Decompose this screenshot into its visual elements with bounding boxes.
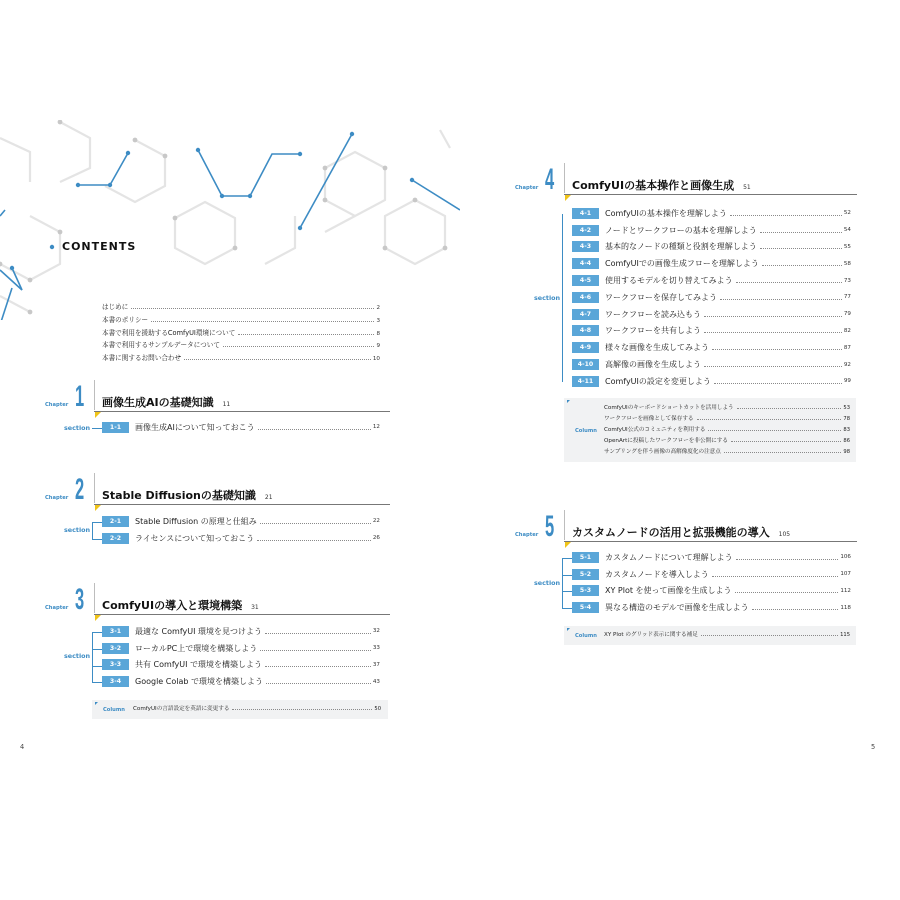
section-entry[interactable]: [102, 530, 380, 547]
intro-item-page: 2: [376, 305, 380, 311]
section-page: 87: [843, 344, 851, 351]
section-number-badge: 4-1: [572, 208, 599, 219]
chapter-4-sections: [572, 205, 851, 390]
section-entry[interactable]: [572, 549, 851, 566]
chapter-5-header: [515, 510, 857, 543]
section-tick: [92, 632, 102, 633]
column-item-title: ComfyUIのキーボードショートカットを活用しよう: [604, 405, 734, 411]
column-item-title: OpenArtに投稿したワークフローを非公開にする: [604, 437, 728, 444]
chapter-number: 4: [545, 163, 555, 196]
section-page: 37: [372, 661, 380, 668]
section-bracket: [562, 558, 563, 608]
chapter-title-text: ComfyUIの導入と環境構築: [102, 599, 243, 612]
section-tick: [562, 608, 572, 609]
section-tick: [92, 649, 102, 650]
section-number-badge: 1-1: [102, 422, 129, 433]
chapter-number: 1: [75, 380, 85, 413]
section-title: 様々な画像を生成してみよう: [605, 343, 709, 353]
section-page: 58: [843, 260, 851, 267]
intro-item[interactable]: [102, 301, 380, 314]
section-number-badge: 3-2: [102, 643, 129, 654]
section-label: section: [64, 652, 91, 660]
section-title: Stable Diffusion の原理と仕組み: [135, 516, 257, 526]
chapter-3-column-box: [92, 700, 388, 719]
chapter-label: Chapter: [45, 495, 69, 501]
section-page: 77: [843, 294, 851, 301]
intro-item[interactable]: [102, 327, 380, 340]
section-title: ComfyUIの基本操作を理解しよう: [605, 208, 727, 218]
chapter-page: 51: [743, 184, 751, 191]
chapter-title-text: 画像生成AIの基礎知識: [102, 396, 214, 409]
section-number-badge: 4-7: [572, 309, 599, 320]
column-item-page: 53: [843, 405, 850, 411]
section-entry[interactable]: [572, 272, 851, 289]
section-entry[interactable]: [572, 306, 851, 323]
section-label: section: [534, 579, 561, 587]
chapter-2-sections: [102, 513, 380, 547]
column-item-title: ComfyUIの言語設定を英語に変更する: [133, 706, 230, 712]
section-entry[interactable]: [102, 623, 380, 640]
chapter-4-header: [515, 163, 857, 196]
intro-item-page: 9: [376, 343, 380, 350]
chapter-number: 5: [545, 510, 555, 543]
chapter-page: 31: [251, 604, 259, 611]
section-number-badge: 3-4: [102, 676, 129, 687]
section-entry[interactable]: [102, 657, 380, 674]
section-page: 79: [843, 311, 851, 318]
section-title: 高解像の画像を生成しよう: [605, 360, 701, 370]
section-tick: [562, 591, 572, 592]
section-label: section: [534, 294, 561, 302]
section-title: 異なる構造のモデルで画像を生成しよう: [605, 603, 749, 613]
section-page: 107: [840, 571, 851, 578]
chapter-title[interactable]: [102, 597, 259, 613]
section-page: 82: [843, 327, 851, 334]
chapter-title[interactable]: [572, 524, 790, 540]
section-bracket: [562, 214, 563, 382]
page-number-right: 5: [871, 743, 876, 751]
section-page: 26: [372, 535, 380, 542]
section-number-badge: 4-11: [572, 376, 599, 387]
section-entry[interactable]: [572, 222, 851, 239]
section-number-badge: 5-3: [572, 585, 599, 596]
section-number-badge: 5-4: [572, 602, 599, 613]
section-title: ComfyUIでの画像生成フローを理解しよう: [605, 259, 759, 269]
section-title: 共有 ComfyUI で環境を構築しよう: [135, 660, 262, 670]
section-number-badge: 4-10: [572, 359, 599, 370]
section-title: 画像生成AIについて知っておこう: [135, 422, 255, 432]
section-entry[interactable]: [572, 323, 851, 340]
section-number-badge: 5-1: [572, 552, 599, 563]
column-item[interactable]: [604, 630, 850, 641]
intro-item-title: 本書のポリシー: [102, 315, 149, 324]
section-title: ワークフローを共有しよう: [605, 326, 701, 336]
chapter-number: 2: [75, 473, 85, 506]
section-page: 73: [843, 277, 851, 284]
chapter-title-text: ComfyUIの基本操作と画像生成: [572, 179, 735, 192]
chapter-label: Chapter: [45, 402, 69, 408]
section-entry[interactable]: [102, 673, 380, 690]
chapter-title[interactable]: [572, 177, 751, 193]
section-tick: [562, 558, 572, 559]
section-page: 92: [843, 361, 851, 368]
section-number-badge: 2-1: [102, 516, 129, 527]
intro-item[interactable]: [102, 352, 380, 365]
column-item[interactable]: [604, 436, 850, 447]
column-label: Column: [575, 428, 597, 434]
section-tick: [92, 682, 102, 683]
section-tick: [92, 522, 102, 523]
section-title: Google Colab で環境を構築しよう: [135, 677, 263, 687]
section-title: XY Plot を使って画像を生成しよう: [605, 586, 732, 596]
section-page: 112: [840, 587, 851, 594]
contents-heading: CONTENTS: [62, 240, 137, 253]
chapter-3-sections: [102, 623, 380, 690]
column-item-title: XY Plot のグリッド表示に関する補足: [604, 632, 698, 638]
section-label: section: [64, 526, 91, 534]
column-item-page: 98: [843, 448, 850, 455]
section-number-badge: 4-9: [572, 342, 599, 353]
section-bracket: [92, 632, 93, 682]
intro-item-title: 本書に関するお問い合わせ: [102, 354, 182, 363]
section-page: 12: [372, 424, 380, 431]
intro-item-page: 3: [376, 317, 380, 324]
section-title: ノードとワークフローの基本を理解しよう: [605, 225, 757, 235]
intro-item-title: 本書で利用を援助するComfyUI環境について: [102, 328, 236, 337]
section-entry[interactable]: [572, 239, 851, 256]
section-entry[interactable]: [102, 640, 380, 657]
section-tick: [92, 666, 102, 667]
column-item-page: 50: [374, 706, 381, 712]
section-page: 52: [843, 210, 851, 217]
chapter-5-column-box: [564, 626, 856, 645]
section-entry[interactable]: [572, 205, 851, 222]
section-connector: [92, 428, 102, 429]
chapter-title-text: Stable Diffusionの基礎知識: [102, 489, 256, 502]
chapter-1-sections: [102, 419, 380, 436]
section-title: カスタムノードを導入しよう: [605, 569, 709, 579]
section-page: 22: [372, 518, 380, 525]
intro-item-page: 8: [376, 330, 380, 337]
intro-item-title: 本書で利用するサンプルデータについて: [102, 341, 220, 350]
section-page: 33: [372, 645, 380, 652]
chapter-label: Chapter: [515, 532, 539, 538]
chapter-title[interactable]: [102, 487, 273, 503]
column-item-page: 86: [843, 437, 850, 444]
chapter-page: 105: [778, 531, 791, 538]
section-tick: [92, 539, 102, 540]
section-number-badge: 4-5: [572, 275, 599, 286]
intro-item-title: はじめに: [102, 303, 129, 311]
column-item[interactable]: [604, 425, 850, 436]
chapter-title-text: カスタムノードの活用と拡張機能の導入: [572, 526, 770, 539]
chapter-2-header: [45, 473, 390, 506]
section-number-badge: 4-8: [572, 325, 599, 336]
section-title: ワークフローを読み込もう: [605, 309, 701, 319]
contents-bullet-icon: [48, 243, 56, 251]
intro-item-page: 10: [372, 356, 380, 363]
section-number-badge: 4-2: [572, 225, 599, 236]
chapter-number: 3: [75, 583, 85, 616]
chapter-page: 11: [222, 401, 231, 408]
column-item-title: ComfyUI公式のコミュニティを利用する: [604, 426, 706, 433]
section-entry[interactable]: [102, 513, 380, 530]
chapter-4-column-box: [564, 398, 856, 462]
chapter-title[interactable]: [102, 394, 230, 410]
intro-item[interactable]: [102, 314, 380, 327]
section-number-badge: 5-2: [572, 569, 599, 580]
section-page: 32: [372, 628, 380, 635]
column-label: Column: [575, 633, 597, 639]
section-page: 99: [843, 378, 851, 385]
column-item-page: 115: [840, 632, 850, 638]
hexagon-network-decoration: [0, 120, 460, 320]
section-entry[interactable]: [102, 419, 380, 436]
section-page: 118: [840, 604, 851, 611]
section-title: 基本的なノードの種類と役割を理解しよう: [605, 242, 757, 252]
column-item-title: ワークフローを画像として保存する: [604, 415, 694, 422]
section-page: 55: [843, 243, 851, 250]
chapter-5-sections: [572, 549, 851, 616]
section-title: 最適な ComfyUI 環境を見つけよう: [135, 626, 262, 636]
section-entry[interactable]: [572, 339, 851, 356]
intro-item[interactable]: [102, 339, 380, 352]
section-entry[interactable]: [572, 255, 851, 272]
section-entry[interactable]: [572, 373, 851, 390]
section-entry[interactable]: [572, 583, 851, 600]
section-title: 使用するモデルを切り替えてみよう: [605, 276, 733, 286]
chapter-label: Chapter: [515, 185, 539, 191]
chapter-3-header: [45, 583, 390, 616]
section-entry[interactable]: [572, 566, 851, 583]
section-title: ComfyUIの設定を変更しよう: [605, 376, 711, 386]
section-title: カスタムノードについて理解しよう: [605, 552, 733, 562]
column-label: Column: [103, 707, 125, 713]
section-page: 106: [840, 554, 851, 561]
section-title: ローカルPC上で環境を構築しよう: [135, 643, 258, 653]
intro-list: [102, 301, 380, 365]
column-item-page: 78: [843, 415, 850, 422]
chapter-label: Chapter: [45, 605, 69, 611]
section-entry[interactable]: [572, 289, 851, 306]
column-item[interactable]: [604, 414, 850, 425]
column-item[interactable]: [604, 403, 850, 414]
column-item[interactable]: [133, 704, 381, 715]
section-number-badge: 3-1: [102, 626, 129, 637]
section-title: ライセンスについて知っておこう: [135, 533, 255, 543]
section-number-badge: 4-6: [572, 292, 599, 303]
section-bracket: [92, 522, 93, 539]
section-number-badge: 4-3: [572, 241, 599, 252]
section-title: ワークフローを保存してみよう: [605, 292, 717, 302]
section-page: 54: [843, 227, 851, 234]
column-item-page: 83: [843, 426, 850, 433]
column-item[interactable]: [604, 447, 850, 458]
page-number-left: 4: [20, 743, 25, 751]
column-item-title: サンプリングを伴う画像の高解像度化の注意点: [604, 448, 721, 455]
section-page: 43: [372, 678, 380, 685]
section-entry[interactable]: [572, 356, 851, 373]
section-tick: [562, 575, 572, 576]
section-entry[interactable]: [572, 599, 851, 616]
chapter-page: 21: [264, 494, 273, 501]
chapter-1-header: [45, 380, 390, 413]
section-number-badge: 2-2: [102, 533, 129, 544]
section-number-badge: 3-3: [102, 659, 129, 670]
section-label: section: [64, 424, 91, 432]
section-number-badge: 4-4: [572, 258, 599, 269]
